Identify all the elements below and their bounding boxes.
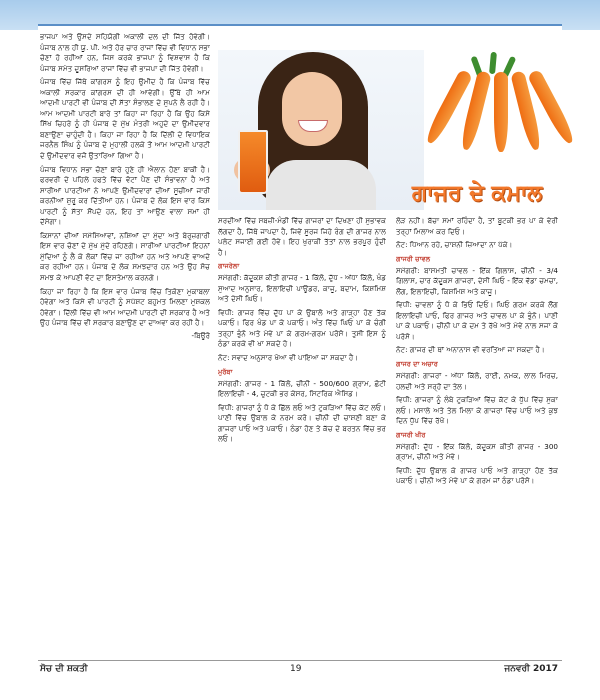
recipe-paragraph: ਸਮੱਗਰੀ: ਗਾਜਰ - 1 ਕਿੱਲੋ, ਚੀਨੀ - 500/600 ਗ੍ਰਾਮ, ਛੋਟੀ ਇਲਾਇਚੀ - 4, ਚੁਟਕੀ ਭਰ ਕੇਸਰ, ਸਿਟਰਿਕ ਐਸਿਡ। [218, 378, 386, 399]
recipe-paragraph: ਨੋਟ: ਗਾਜਰ ਦੀ ਥਾਂ ਅਨਾਨਾਸ ਵੀ ਵਰਤਿਆ ਜਾ ਸਕਦਾ ਹੈ। [396, 345, 545, 355]
author-signature: -ਬਿਊਰੋ [191, 331, 210, 340]
carrot-bunch-image [430, 56, 580, 161]
recipe-paragraph: ਨੋਟ: ਸਵਾਦ ਅਨੁਸਾਰ ਖੋਆ ਵੀ ਪਾਇਆ ਜਾ ਸਕਦਾ ਹੈ। [218, 353, 359, 363]
column-recipes-1 [218, 216, 386, 656]
recipe-heading: ਗਾਜਰੇਲਾ [218, 262, 240, 271]
recipe-paragraph: ਸਮੱਗਰੀ: ਦੁੱਧ - ਇੱਕ ਕਿੱਲੋ, ਕੱਦੂਕਸ ਕੀਤੀ ਗਾਜਰ - 300 ਗ੍ਰਾਮ, ਚੀਨੀ ਅਤੇ ਮੇਵੇ। [396, 441, 558, 462]
issue-date: ਜਨਵਰੀ 2017 [504, 664, 558, 674]
article-paragraph: ਪੰਜਾਬ ਵਿਧਾਨ ਸਭਾ ਚੋਣਾਂ ਬਾਰੇ ਹੁਣੇ ਹੀ ਐਲਾਨ ਹੋਣਾ ਬਾਕੀ ਹੈ। ਫਰਵਰੀ ਦੇ ਪਹਿਲੇ ਹਫਤੇ ਵਿੱਚ ਵੋਟਾਂ ਪੈਣ ਦੀ ਸੰਭਾਵਨਾ ਹੈ ਅਤੇ ਸਾਰੀਆਂ ਪਾਰਟੀਆਂ ਨੇ ਆਪਣੇ ਉਮੀਦਵਾਰਾਂ ਦੀਆਂ ਸੂਚੀਆਂ ਜਾਰੀ ਕਰਨੀਆਂ ਸ਼ੁਰੂ ਕਰ ਦਿੱਤੀਆਂ ਹਨ। ਪੰਜਾਬ ਦੇ ਲੋਕ ਇਸ ਵਾਰ ਕਿਸ ਪਾਰਟੀ ਨੂੰ ਸੱਤਾ ਸੌਂਪਦੇ ਹਨ, ਇਹ ਤਾਂ ਆਉਣ ਵਾਲਾ ਸਮਾਂ ਹੀ ਦੱਸੇਗਾ। [40, 164, 210, 227]
recipe-paragraph: ਸਮੱਗਰੀ: ਬਾਸਮਤੀ ਚਾਵਲ - ਇੱਕ ਗਿਲਾਸ, ਚੀਨੀ - 3/4 ਗਿਲਾਸ, ਚਾਰ ਕੱਦੂਕਸ ਗਾਜਰਾਂ, ਦੇਸੀ ਘਿਓ - ਇੱਕ ਵੱਡਾ ਚਮਚਾ, ਲੌਂਗ, ਇਲਾਇਚੀ, ਕਿਸ਼ਮਿਸ਼ ਅਤੇ ਕਾਜੂ। [396, 265, 558, 296]
recipe-paragraph: ਸਮੱਗਰੀ: ਗਾਜਰਾਂ - ਅੱਧਾ ਕਿੱਲੋ, ਰਾਈ, ਨਮਕ, ਲਾਲ ਮਿਰਚ, ਹਲਦੀ ਅਤੇ ਸਰ੍ਹੋਂ ਦਾ ਤੇਲ। [396, 371, 558, 391]
article-paragraph: ਪੰਜਾਬ ਵਿੱਚ ਜਿੱਥੇ ਕਾਂਗਰਸ ਨੂੰ ਇਹ ਉਮੀਦ ਹੈ ਕਿ ਪੰਜਾਬ ਵਿੱਚ ਅਕਾਲੀ ਸਰਕਾਰ ਕਾਂਗਰਸ ਦੀ ਹੀ ਆਵੇਗੀ। ਉੱਥੇ ਹੀ ਆਮ ਆਦਮੀ ਪਾਰਟੀ ਵੀ ਪੰਜਾਬ ਦੀ ਸੱਤਾ ਸੰਭਾਲਣ ਦੇ ਸੁਪਨੇ ਲੈ ਰਹੀ ਹੈ। ਆਮ ਆਦਮੀ ਪਾਰਟੀ ਬਾਰੇ ਤਾਂ ਕਿਹਾ ਜਾ ਰਿਹਾ ਹੈ ਕਿ ਉਹ ਕਿਸੇ ਸਿੱਖ ਚਿਹਰੇ ਨੂੰ ਹੀ ਪੰਜਾਬ ਦੇ ਮੁੱਖ ਮੰਤਰੀ ਅਹੁਦੇ ਦਾ ਉਮੀਦਵਾਰ ਬਣਾਉਣਾ ਚਾਹੁੰਦੀ ਹੈ। ਕਿਹਾ ਜਾ ਰਿਹਾ ਹੈ ਕਿ ਦਿੱਲੀ ਦੇ ਵਿਧਾਇਕ ਜਰਨੈਲ ਸਿੰਘ ਨੂੰ ਪੰਜਾਬ ਦੇ ਮੁਹਾਲੀ ਹਲਕੇ ਤੋਂ ਆਮ ਆਦਮੀ ਪਾਰਟੀ ਦੇ ਉਮੀਦਵਾਰ ਵਜੋਂ ਉਤਾਰਿਆ ਗਿਆ ਹੈ। [40, 77, 210, 161]
article-paragraph: ਕਿਸਾਨਾਂ ਦੀਆਂ ਸਮੱਸਿਆਵਾਂ, ਨਸ਼ਿਆਂ ਦਾ ਮੁੱਦਾ ਅਤੇ ਬੇਰੁਜ਼ਗਾਰੀ ਇਸ ਵਾਰ ਚੋਣਾਂ ਦੇ ਮੁੱਖ ਮੁੱਦੇ ਰਹਿਣਗੇ। ਸਾਰੀਆਂ ਪਾਰਟੀਆਂ ਇਹਨਾਂ ਮੁੱਦਿਆਂ ਨੂੰ ਲੈ ਕੇ ਲੋਕਾਂ ਵਿੱਚ ਜਾ ਰਹੀਆਂ ਹਨ ਅਤੇ ਆਪਣੇ ਵਾਅਦੇ ਕਰ ਰਹੀਆਂ ਹਨ। ਪੰਜਾਬ ਦੇ ਲੋਕ ਸਮਝਦਾਰ ਹਨ ਅਤੇ ਉਹ ਸੋਚ ਸਮਝ ਕੇ ਆਪਣੀ ਵੋਟ ਦਾ ਇਸਤੇਮਾਲ ਕਰਨਗੇ। [40, 230, 210, 283]
recipe-heading: ਗਾਜਰ ਦਾ ਅਚਾਰ [396, 360, 438, 369]
recipe-paragraph: ਵਿਧੀ: ਦੁੱਧ ਉਬਾਲ ਕੇ ਗਾਜਰ ਪਾਓ ਅਤੇ ਗਾੜ੍ਹਾ ਹੋਣ ਤੱਕ ਪਕਾਓ। ਚੀਨੀ ਅਤੇ ਮੇਵੇ ਪਾ ਕੇ ਗਰਮ ਜਾਂ ਠੰਡਾ ਪਰੋਸੋ। [396, 465, 558, 486]
column-recipes-2 [396, 216, 558, 656]
recipe-paragraph: ਵਿਧੀ: ਚਾਵਲਾਂ ਨੂੰ ਧੋ ਕੇ ਭਿਓਂ ਦਿਓ। ਘਿਓ ਗਰਮ ਕਰਕੇ ਲੌਂਗ ਇਲਾਇਚੀ ਪਾਓ, ਫਿਰ ਗਾਜਰ ਅਤੇ ਚਾਵਲ ਪਾ ਕੇ ਭੁੰਨੋ। ਪਾਣੀ ਪਾ ਕੇ ਪਕਾਓ। ਚੀਨੀ ਪਾ ਕੇ ਦਮ ਤੇ ਰੱਖੋ ਅਤੇ ਮੇਵੇ ਨਾਲ ਸਜਾ ਕੇ ਪਰੋਸੋ। [396, 300, 558, 341]
recipe-paragraph: ਸਮੱਗਰੀ: ਕੱਦੂਕਸ਼ ਕੀਤੀ ਗਾਜਰ - 1 ਕਿੱਲੋ, ਦੁੱਧ - ਅੱਧਾ ਕਿੱਲੋ, ਖੰਡ ਸੁਆਦ ਅਨੁਸਾਰ, ਇਲਾਇਚੀ ਪਾਊਡਰ, ਕਾਜੂ, ਬਦਾਮ, ਕਿਸ਼ਮਿਸ਼ ਅਤੇ ਦੇਸੀ ਘਿਓ। [218, 273, 386, 304]
recipe-paragraph: ਵਿਧੀ: ਗਾਜਰਾਂ ਨੂੰ ਲੰਬੇ ਟੁਕੜਿਆਂ ਵਿੱਚ ਕੱਟ ਕੇ ਧੁੱਪ ਵਿੱਚ ਸੁਕਾ ਲਓ। ਮਸਾਲੇ ਅਤੇ ਤੇਲ ਮਿਲਾ ਕੇ ਗਾਜਰਾਂ ਵਿੱਚ ਪਾਓ ਅਤੇ ਕੁਝ ਦਿਨ ਧੁੱਪ ਵਿੱਚ ਰੱਖੋ। [396, 395, 558, 426]
recipe-paragraph: ਲੋੜ ਨਹੀਂ। ਬੱਚਾ ਸਮਾਂ ਰਹਿੰਦਾ ਹੈ, ਤਾਂ ਬੂਟਕੀ ਭਰ ਪਾ ਕੇ ਵੇਰੀ ਤਰ੍ਹਾਂ ਮਿਲਾਅ ਕਰ ਦਿਓ। [396, 216, 558, 236]
article-title: ਗਾਜਰ ਦੇ ਕਮਾਲ [411, 180, 543, 206]
page-footer [0, 660, 600, 700]
recipe-heading: ਗਾਜਰੀ ਚਾਵਲ [396, 254, 431, 263]
magazine-name: ਸੋਚ ਦੀ ਸ਼ਕਤੀ [40, 664, 88, 674]
juice-glass-icon [238, 130, 268, 194]
article-paragraph: ਭਾਜਪਾ ਅਤੇ ਉਸਦੇ ਸਹਿਯੋਗੀ ਅਕਾਲੀ ਦਲ ਦੀ ਜਿੱਤ ਹੋਵੇਗੀ। ਪੰਜਾਬ ਨਾਲ ਹੀ ਯੂ. ਪੀ. ਅਤੇ ਹੋਰ ਚਾਰ ਰਾਜਾਂ ਵਿੱਚ ਵੀ ਵਿਧਾਨ ਸਭਾ ਚੋਣਾਂ ਹੋ ਰਹੀਆਂ ਹਨ, ਜਿਸ ਕਰਕੇ ਭਾਜਪਾ ਨੂੰ ਵਿਸ਼ਵਾਸ ਹੈ ਕਿ ਪੰਜਾਬ ਸਮੇਤ ਦੂਸਰਿਆਂ ਰਾਜਾਂ ਵਿੱਚ ਵੀ ਭਾਜਪਾ ਦੀ ਜਿੱਤ ਹੋਵੇਗੀ। [40, 32, 210, 73]
recipe-heading: ਗਾਜਰੀ ਖੀਰ [396, 430, 426, 439]
recipe-paragraph: ਵਿਧੀ: ਗਾਜਰ ਵਿੱਚ ਦੁੱਧ ਪਾ ਕੇ ਉਬਾਲੋ ਅਤੇ ਗਾੜ੍ਹਾ ਹੋਣ ਤੱਕ ਪਕਾਓ। ਫਿਰ ਖੰਡ ਪਾ ਕੇ ਪਕਾਓ। ਅੰਤ ਵਿੱਚ ਘਿਓ ਪਾ ਕੇ ਚੰਗੀ ਤਰ੍ਹਾਂ ਭੁੰਨੋ ਅਤੇ ਮੇਵੇ ਪਾ ਕੇ ਗਰਮ-ਗਰਮ ਪਰੋਸੋ। ਤੁਸੀਂ ਇਸ ਨੂੰ ਠੰਡਾ ਕਰਕੇ ਵੀ ਖਾ ਸਕਦੇ ਹੋ। [218, 307, 386, 349]
column-politics [40, 32, 210, 656]
article-paragraph: ਕਿਹਾ ਜਾ ਰਿਹਾ ਹੈ ਕਿ ਇਸ ਵਾਰ ਪੰਜਾਬ ਵਿੱਚ ਤਿਕੋਣਾ ਮੁਕਾਬਲਾ ਹੋਵੇਗਾ ਅਤੇ ਕਿਸੇ ਵੀ ਪਾਰਟੀ ਨੂੰ ਸਪੱਸ਼ਟ ਬਹੁਮਤ ਮਿਲਣਾ ਮੁਸ਼ਕਲ ਹੋਵੇਗਾ। ਦਿੱਲੀ ਵਿੱਚ ਵੀ ਆਮ ਆਦਮੀ ਪਾਰਟੀ ਦੀ ਸਰਕਾਰ ਹੈ ਅਤੇ ਉਹ ਪੰਜਾਬ ਵਿੱਚ ਵੀ ਸਰਕਾਰ ਬਣਾਉਣ ਦਾ ਦਾਅਵਾ ਕਰ ਰਹੀ ਹੈ। [40, 286, 210, 328]
recipe-paragraph: ਵਿਧੀ: ਗਾਜਰਾਂ ਨੂੰ ਧੋ ਕੇ ਛਿੱਲ ਲਓ ਅਤੇ ਟੁਕੜਿਆਂ ਵਿੱਚ ਕੱਟ ਲਓ। ਪਾਣੀ ਵਿੱਚ ਉਬਾਲ ਕੇ ਨਰਮ ਕਰੋ। ਚੀਨੀ ਦੀ ਚਾਸ਼ਣੀ ਬਣਾ ਕੇ ਗਾਜਰਾਂ ਪਾਓ ਅਤੇ ਪਕਾਓ। ਠੰਡਾ ਹੋਣ ਤੇ ਕੱਚ ਦੇ ਬਰਤਨ ਵਿੱਚ ਭਰ ਲਓ। [218, 402, 386, 444]
recipe-heading: ਮੁਰੱਬਾ [218, 367, 233, 376]
magazine-page [38, 24, 562, 658]
recipe-paragraph: ਨੋਟ: ਧਿਆਨ ਰਹੇ, ਚਾਸ਼ਨੀ ਜ਼ਿਆਦਾ ਨਾ ਪੱਕੇ। [396, 240, 513, 250]
page-number: 19 [290, 664, 302, 674]
recipe-paragraph: ਸਰਦੀਆਂ ਵਿੱਚ ਸਬਜ਼ੀ-ਮੰਡੀ ਵਿੱਚ ਗਾਜਰਾਂ ਦਾ ਦਿਖਣਾ ਹੀ ਸੁਭਾਵਕ ਲੱਗਦਾ ਹੈ, ਜਿੱਥੇ ਜਾਪਦਾ ਹੈ, ਜਿਵੇਂ ਸੂਰਜ ਜਿਹੇ ਰੰਗ ਦੀ ਗਾਜਰ ਨਾਲ ਪਲੇਟ ਸਜਾਈ ਗਈ ਹੋਵੇ। ਇਹ ਖੁਰਾਕੀ ਤੱਤਾਂ ਨਾਲ ਭਰਪੂਰ ਹੁੰਦੀ ਹੈ। [218, 216, 386, 257]
